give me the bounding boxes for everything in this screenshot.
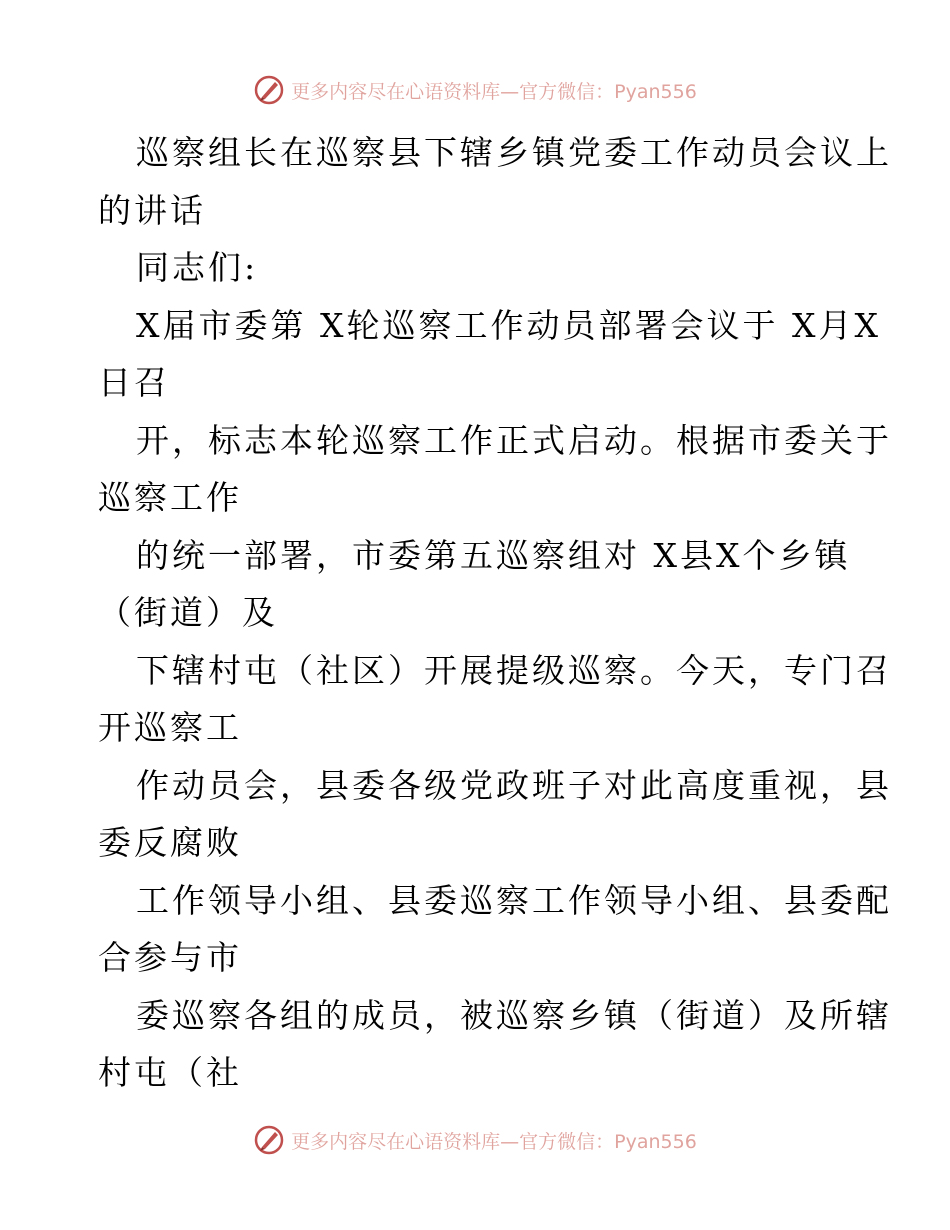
watermark-banner-bottom bbox=[0, 1120, 950, 1160]
text-line: 委巡察各组的成员，被巡察乡镇（街道）及所辖 bbox=[136, 995, 892, 1035]
quill-pen-circle-icon bbox=[253, 1124, 285, 1156]
text-line: 委反腐败 bbox=[98, 823, 242, 862]
text-line: 日召 bbox=[98, 363, 170, 402]
text-line: 巡察工作 bbox=[98, 478, 242, 517]
text-line: 开，标志本轮巡察工作正式启动。根据市委关于 bbox=[136, 420, 892, 460]
text-line: 工作领导小组、县委巡察工作领导小组、县委配 bbox=[136, 880, 892, 920]
text-line: 合参与市 bbox=[98, 938, 242, 977]
text-line: 巡察组长在巡察县下辖乡镇党委工作动员会议上 bbox=[136, 133, 892, 172]
text-line: 的讲话 bbox=[98, 190, 206, 230]
quill-pen-circle-icon bbox=[253, 74, 285, 106]
text-line: 同志们: bbox=[136, 248, 259, 287]
text-line: 村屯（社 bbox=[98, 1053, 242, 1092]
document-body bbox=[98, 124, 892, 1102]
text-line: 开巡察工 bbox=[98, 708, 242, 747]
text-line: X届市委第 X轮巡察工作动员部署会议于 X月X bbox=[136, 305, 881, 345]
text-line: （街道）及 bbox=[98, 593, 278, 632]
watermark-banner-top bbox=[0, 70, 950, 110]
watermark-text: 更多内容尽在心语资料库—官方微信：Pyan556 bbox=[291, 80, 697, 103]
text-line: 下辖村屯（社区）开展提级巡察。今天，专门召 bbox=[136, 650, 892, 690]
text-line: 作动员会，县委各级党政班子对此高度重视，县 bbox=[136, 765, 892, 805]
watermark-text: 更多内容尽在心语资料库—官方微信：Pyan556 bbox=[291, 1130, 697, 1153]
text-line: 的统一部署，市委第五巡察组对 X县X个乡镇 bbox=[136, 535, 851, 575]
